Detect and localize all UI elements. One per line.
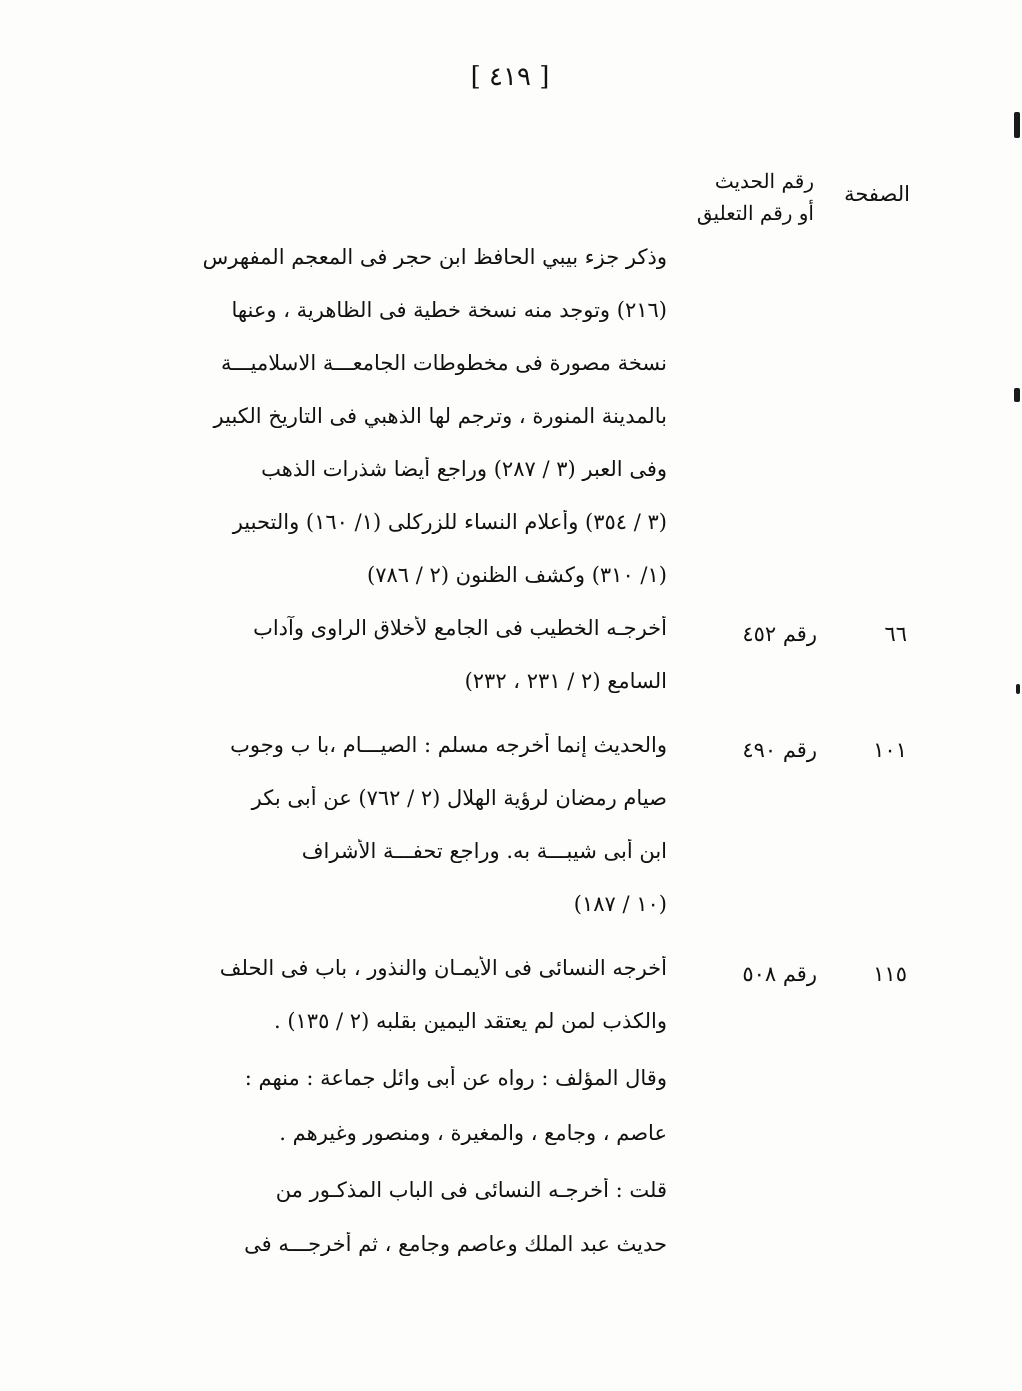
entry-note-line: والكذب لمن لم يعتقد اليمين بقلبه (٢ / ١٣٥) . (273, 1009, 667, 1033)
intro-line: (١/ ٣١٠) وكشف الظنون (٢ / ٧٨٦) (367, 563, 667, 587)
entry-page-number: ١١٥ (873, 962, 907, 986)
entry-note-line: (١٠ / ١٨٧) (573, 892, 667, 916)
entry-note-line: السامع (٢ / ٢٣١ ، ٢٣٢) (464, 669, 667, 693)
scan-mark (1014, 388, 1020, 402)
intro-line: نسخة مصورة فى مخطوطات الجامعـــة الاسلاميـــة (220, 351, 667, 375)
entry-note-line: أخرجه النسائى فى الأيمـان والنذور ، باب فى الحلف (219, 956, 667, 980)
entry-note-line: أخرجـه الخطيب فى الجامع لأخلاق الراوى وآداب (253, 616, 667, 640)
scan-mark (1014, 112, 1020, 138)
intro-line: (٢١٦) وتوجد منه نسخة خطية فى الظاهرية ، وعنها (231, 298, 667, 322)
entry-note-line: وقال المؤلف : رواه عن أبى وائل جماعة : منهم : (244, 1066, 667, 1090)
intro-line: بالمدينة المنورة ، وترجم لها الذهبي فى التاريخ الكبير (213, 404, 667, 428)
entry-note-line: صيام رمضان لرؤية الهلال (٢ / ٧٦٢) عن أبى بكر (251, 786, 667, 810)
entry-page-number: ١٠١ (873, 738, 907, 762)
column-header-hadith-number (697, 165, 814, 229)
column-header-hadith-line2: أو رقم التعليق (696, 201, 814, 225)
column-header-hadith-line1: رقم الحديث (714, 169, 814, 193)
intro-line: (٣ / ٣٥٤) وأعلام النساء للزركلى (١/ ١٦٠) والتحبير (232, 510, 667, 534)
column-header-page: الصفحة (844, 182, 910, 206)
entry-hadith-number: رقم ٤٩٠ (742, 738, 817, 762)
entry-note-line: حديث عبد الملك وعاصم وجامع ، ثم أخرجـــه فى (244, 1232, 667, 1256)
intro-line: وفى العبر (٣ / ٢٨٧) وراجع أيضا شذرات الذهب (261, 457, 667, 481)
entry-note-line: ابن أبى شيبـــة به. وراجع تحفـــة الأشراف (301, 839, 667, 863)
entry-hadith-number: رقم ٥٠٨ (742, 962, 817, 986)
intro-line: وذكر جزء بيبي الحافظ ابن حجر فى المعجم المفهرس (202, 245, 667, 269)
entry-page-number: ٦٦ (884, 622, 907, 646)
scan-mark (1016, 684, 1020, 694)
entry-note-line: والحديث إنما أخرجه مسلم : الصيـــام ،با ب وجوب (230, 733, 667, 757)
entry-hadith-number: رقم ٤٥٢ (742, 622, 817, 646)
page-number: [ ٤١٩ ] (470, 62, 550, 92)
entry-note-line: قلت : أخرجـه النسائى فى الباب المذكـور من (275, 1178, 667, 1202)
entry-note-line: عاصم ، وجامع ، والمغيرة ، ومنصور وغيرهم . (279, 1121, 667, 1145)
